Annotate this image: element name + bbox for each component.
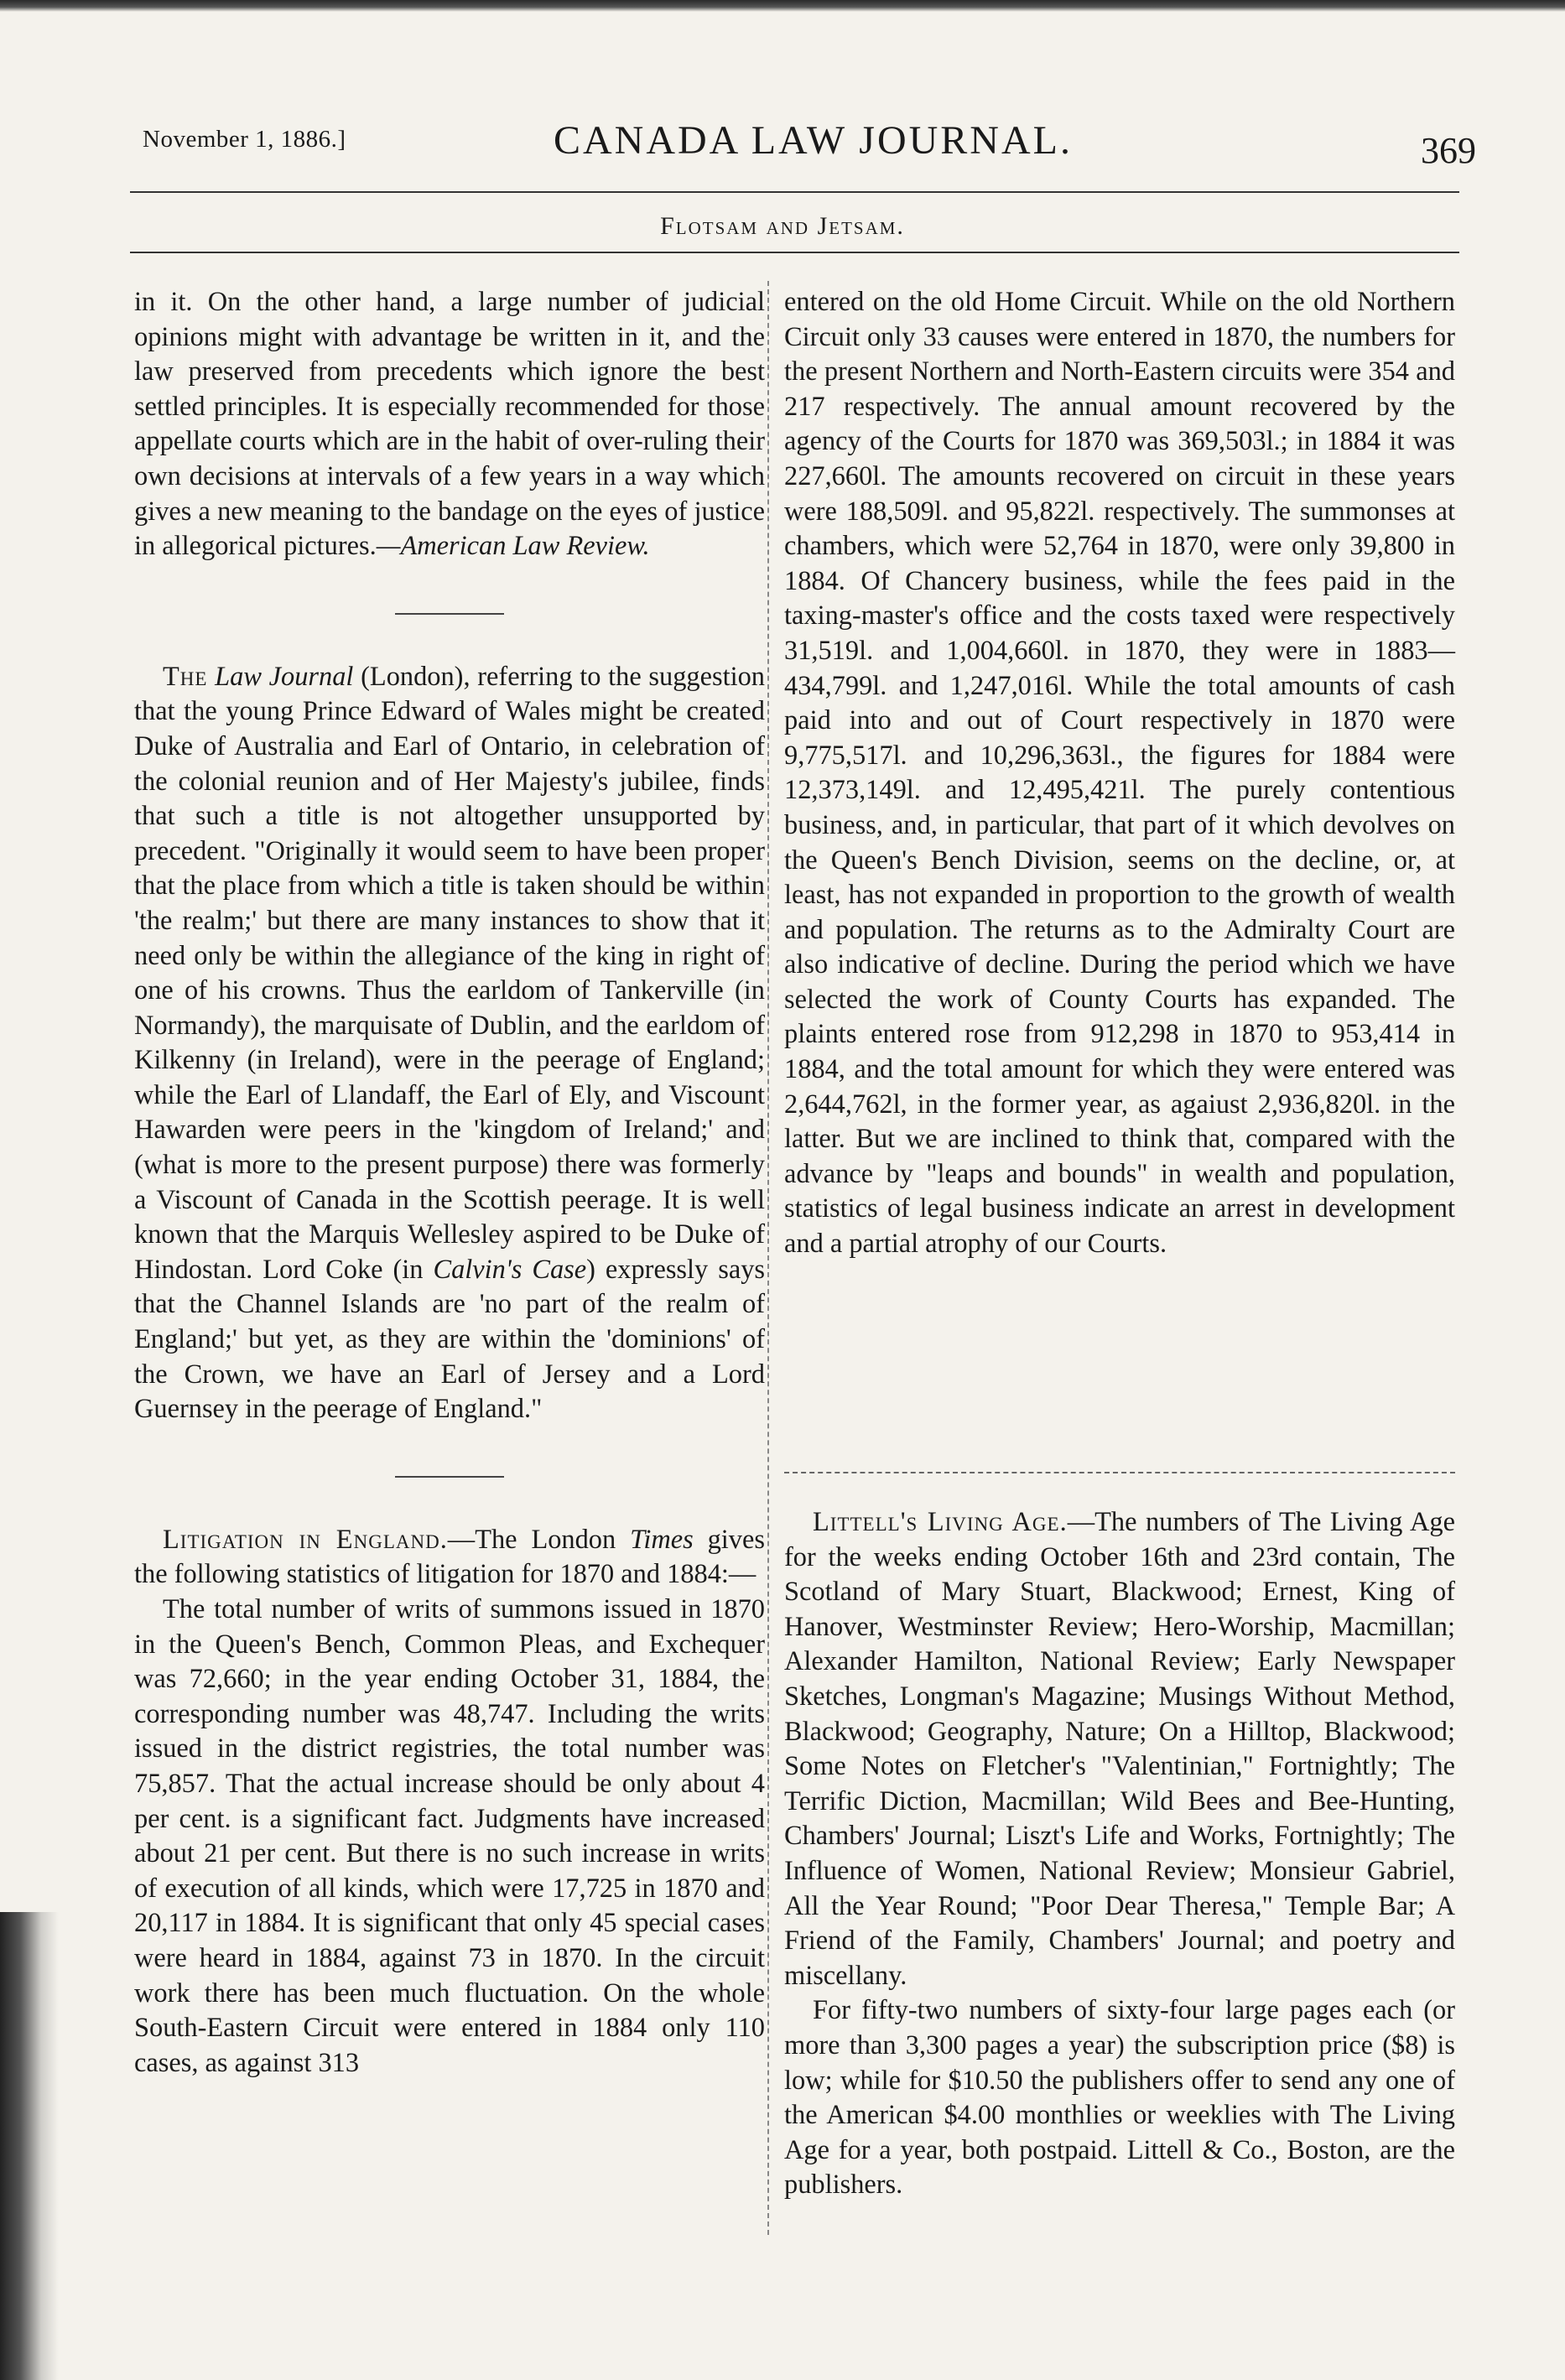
article-litigation-continued: entered on the old Home Circuit. While on the old Northern Circuit only 33 causes were entered in 1870, the numbers for the present Northern and North-Eastern circuits were 354 and 217 respectively. The annual amount recovered by the agency of the Courts for 1870 was 369,503l.; in 1884 it was 227,660l. The amounts recovered on circuit in these years were 188,509l. and 95,822l. respectively. The summonses at chambers, which were 52,764 in 1870, were only 39,800 in 1884. Of Chancery business, while the fees paid in the taxing-master's office and the costs taxed were respectively 31,519l. and 1,004,660l. in 1870, they were in 1883—434,799l. and 1,247,016l. While the total amounts of cash paid into and out of Court respectively in 1870 were 9,775,517l. and 10,296,363l., the figures for 1884 were 12,373,149l. and 12,495,421l. The purely contentious business, and, in particular, that part of it which devolves on the Queen's Bench Division, seems on the decline, or, at least, has not expanded in proportion to the growth of wealth and population. The returns as to the Admiralty Court are also indicative of decline. During the period which we have selected the work of County Courts has expanded. The plaints entered rose from 912,298 in 1870 to 953,414 in 1884, and the total amount for which they were entered was 2,644,762l, in the former year, as agaiust 2,936,820l. in the latter. But we are inclined to think that, compared with the advance by "leaps and bounds" in wealth and population, statistics of legal business indicate an arrest in development and a partial atrophy of our Courts. xyxy=(784,287,1455,1260)
article-litigation-heading: Litigation in England.—The London Times gives the following statistics of litigation for 1870 and 1884:— xyxy=(134,1524,765,1590)
column-divider xyxy=(767,281,769,2235)
article-continuation: in it. On the other hand, a large number of judicial opinions might with advantage be written in it, and the law preserved from precedents which ignore the best settled principles. It is especially recommended for those appellate courts which are in the habit of over-ruling their own decisions at intervals of a few years in a way which gives a new meaning to the bandage on the eyes of justice in allegorical pictures.—American Law Review. xyxy=(134,287,765,562)
page-number: 369 xyxy=(1421,130,1476,171)
section-title: Flotsam and Jetsam. xyxy=(660,212,905,240)
article-separator xyxy=(784,1472,1455,1473)
header-rule xyxy=(130,191,1459,193)
article-living-age: Littell's Living Age.—The numbers of The Living Age for the weeks ending October 16th and 23rd contain, The Scotland of Mary Stuart, Blackwood; Ernest, King of Hanover, Westminster Review; Hero-Worship, Macmillan; Alexander Hamilton, National Review; Early Newspaper Sketches, Longman's Magazine; Musings Without Method, Blackwood; Geography, Nature; On a Hilltop, Blackwood; Some Notes on Fletcher's "Valentinian," Fortnightly; The Terrific Diction, Macmillan; Wild Bees and Bee-Hunting, Chambers' Journal; Liszt's Life and Works, Fortnightly; The Influence of Women, National Review; Monsieur Gabriel, All the Year Round; "Poor Dear Theresa," Temple Bar; A Friend of the Family, Chambers' Journal; and poetry and miscellany. xyxy=(784,1507,1455,1991)
section-rule xyxy=(130,252,1459,253)
journal-title: CANADA LAW JOURNAL. xyxy=(554,118,1073,163)
issue-date: November 1, 1886.] xyxy=(143,126,346,153)
running-header xyxy=(143,117,1476,176)
scan-top-edge xyxy=(0,0,1565,12)
article-living-age-subscription: For fifty-two numbers of sixty-four large pages each (or more than 3,300 pages a year) the subscription price ($8) is low; while for $10.50 the publishers offer to send any one of the American $4.00 monthlies or weeklies with The Living Age for a year, both postpaid. Littell & Co., Boston, are the publishers. xyxy=(784,1995,1455,2201)
left-column xyxy=(134,285,765,2081)
article-separator xyxy=(395,613,504,615)
right-column xyxy=(784,285,1455,1262)
source-citation: —American Law Review. xyxy=(376,531,650,562)
article-prince-edward: The Law Journal (London), referring to the suggestion that the young Prince Edward of Wales might be created Duke of Australia and Earl of Ontario, in celebration of the colonial reunion and of Her Majesty's jubilee, finds that such a title is not altogether unsupported by precedent. "Originally it would seem to have been proper that the place from which a title is taken should be within 'the realm;' but there are many instances to show that it need only be within the allegiance of the king in right of one of his crowns. Thus the earldom of Tankerville (in Normandy), the marquisate of Dublin, and the earldom of Kilkenny (in Ireland), were in the peerage of England; while the Earl of Llandaff, the Earl of Ely, and Viscount Hawarden were peers in the 'kingdom of Ireland;' and (what is more to the present purpose) there was formerly a Viscount of Canada in the Scottish peerage. It is well known that the Marquis Wellesley aspired to be Duke of Hindostan. Lord Coke (in Calvin's Case) expressly says that the Channel Islands are 'no part of the realm of England;' but yet, as they are within the 'dominions' of the Crown, we have an Earl of Jersey and a Lord Guernsey in the peerage of England." xyxy=(134,661,765,1425)
article-separator xyxy=(395,1476,504,1478)
scan-binding-shadow xyxy=(0,1912,59,2380)
right-column-lower xyxy=(784,1505,1455,2203)
article-litigation-body: The total number of writs of summons issued in 1870 in the Queen's Bench, Common Pleas, and Exchequer was 72,660; in the year ending October 31, 1884, the corresponding number was 48,747. Including the writs issued in the district registries, the total number was 75,857. That the actual increase should be only about 4 per cent. is a significant fact. Judgments have increased about 21 per cent. But there is no such increase in writs of execution of all kinds, which were 17,725 in 1870 and 20,117 in 1884. It is significant that only 45 special cases were heard in 1884, against 73 in 1870. In the circuit work there has been much fluctuation. On the whole South-Eastern Circuit were entered in 1884 only 110 cases, as against 313 xyxy=(134,1594,765,2078)
